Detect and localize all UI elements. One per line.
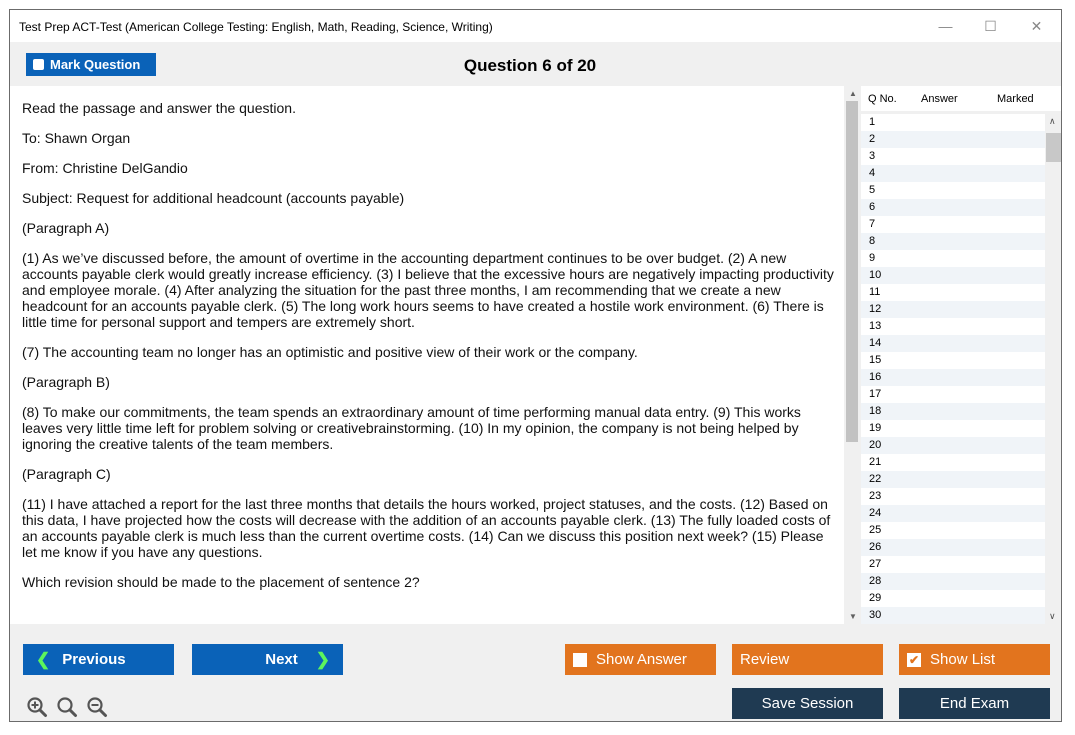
question-list-row[interactable]: 14 (861, 335, 1045, 352)
next-label: Next (265, 651, 298, 668)
question-list-row[interactable]: 4 (861, 165, 1045, 182)
passage-text (10, 86, 844, 590)
question-list[interactable] (861, 114, 1045, 624)
question-list-row[interactable]: 12 (861, 301, 1045, 318)
window-title: Test Prep ACT-Test (American College Testing: English, Math, Reading, Science, Writing) (19, 20, 493, 34)
question-list-row[interactable]: 15 (869, 354, 882, 366)
passage-scroll-thumb[interactable] (846, 101, 858, 442)
question-list-row[interactable]: 7 (869, 218, 876, 230)
mark-question-label: Mark Question (50, 57, 141, 72)
previous-button[interactable] (23, 644, 174, 675)
scroll-down-icon[interactable]: ▼ (849, 612, 857, 621)
question-list-row[interactable]: 22 (861, 471, 1045, 488)
question-list-row[interactable]: 13 (869, 320, 882, 332)
question-list-row[interactable]: 5 (869, 184, 876, 196)
show-list-checked-icon: ✔ (908, 652, 920, 667)
show-list-label: Show List (930, 651, 996, 668)
save-session-button[interactable]: Save Session (732, 688, 883, 719)
review-dropdown[interactable] (732, 644, 883, 675)
question-list-row[interactable]: 18 (861, 403, 1045, 420)
maximize-button[interactable]: ☐ (984, 17, 997, 34)
passage-paragraph: Which revision should be made to the placement of sentence 2? (22, 574, 420, 590)
passage-paragraph: (1) As we’ve discussed before, the amount of overtime in the accounting department continues to be over budget. (2) A new accounts payable clerk would greatly increase efficiency. (3) I believe that the excessive hours are negatively impacting productivity and employee morale. (4) After analyzing the situation for the past three months, I am recommending that we create a new headcount for an accounts payable clerk. (5) The long work hours seems to have created a hostile work environment. (6) There is little time for personal support and tempers are extremely short. (22, 250, 834, 330)
zoom-out-icon[interactable] (86, 696, 108, 718)
question-list-row[interactable]: 23 (869, 490, 882, 502)
passage-paragraph: (11) I have attached a report for the last three months that details the hours worked, project statuses, and the costs. (12) Based on this data, I have projected how the costs will decrease with the addition of an accounts payable clerk. (13) The fully loaded costs of an accounts payable clerk is much less than the current overtime costs. (14) Can we discuss this position next week? (15) Please let me know if you have any questions. (22, 496, 831, 560)
minimize-button[interactable]: — (938, 18, 953, 34)
chevron-right-icon: ❯ (315, 649, 330, 669)
question-list-header (861, 86, 1062, 111)
passage-scrollbar[interactable] (844, 86, 861, 624)
passage-paragraph: (8) To make our commitments, the team spends an extraordinary amount of time performing manual data entry. (9) This works leaves very little time left for problem solving or creativebrainstorming. (10) In my opinion, the company is not being helped by ignoring the creative talents of the team members. (22, 404, 801, 452)
passage-paragraph: (7) The accounting team no longer has an optimistic and positive view of their work or the company. (22, 344, 638, 360)
list-scroll-up-icon[interactable]: ∧ (1049, 116, 1056, 126)
previous-label: Previous (62, 651, 126, 668)
passage-paragraph: Read the passage and answer the question. (22, 100, 296, 116)
mark-checkbox-icon (33, 59, 44, 70)
question-list-row[interactable]: 9 (869, 252, 876, 264)
passage-paragraph: (Paragraph B) (22, 374, 110, 390)
show-answer-checkbox-icon (573, 653, 587, 667)
show-list-button[interactable] (899, 644, 1050, 675)
question-list-row[interactable]: 1 (869, 116, 876, 128)
end-exam-button[interactable]: End Exam (899, 688, 1050, 719)
scroll-up-icon[interactable]: ▲ (849, 89, 857, 98)
question-list-row[interactable]: 24 (861, 505, 1045, 522)
question-list-row[interactable]: 21 (869, 456, 882, 468)
answer-column-header[interactable]: Answer (921, 93, 958, 105)
question-list-scrollbar[interactable] (1045, 114, 1062, 624)
question-list-row[interactable]: 26 (861, 539, 1045, 556)
question-list-row[interactable]: 3 (869, 150, 876, 162)
chevron-left-icon: ❮ (36, 649, 51, 669)
zoom-reset-icon[interactable] (56, 696, 78, 718)
show-answer-button[interactable] (565, 644, 716, 675)
question-list-row[interactable]: 6 (861, 199, 1045, 216)
passage-paragraph: Subject: Request for additional headcount (accounts payable) (22, 190, 405, 206)
app-window (9, 9, 1062, 722)
footer-toolbar (10, 624, 1061, 721)
question-list-row[interactable]: 30 (861, 607, 1045, 624)
qno-column-header[interactable]: Q No. (868, 93, 897, 105)
passage-paragraph: (Paragraph A) (22, 220, 110, 236)
review-label: Review (740, 651, 790, 668)
close-button[interactable]: ✕ (1030, 17, 1043, 34)
question-list-row[interactable]: 11 (869, 286, 881, 298)
question-list-row[interactable]: 19 (869, 422, 882, 434)
show-answer-label: Show Answer (596, 651, 687, 668)
passage-panel[interactable] (10, 86, 844, 624)
question-list-row[interactable]: 27 (869, 558, 882, 570)
question-list-row[interactable]: 17 (869, 388, 882, 400)
list-scroll-down-icon[interactable]: ∨ (1049, 611, 1056, 621)
passage-paragraph: From: Christine DelGandio (22, 160, 188, 176)
question-title: Question 6 of 20 (463, 56, 597, 75)
question-list-row[interactable]: 2 (861, 131, 1045, 148)
passage-paragraph: (Paragraph C) (22, 466, 111, 482)
question-list-panel (861, 86, 1062, 624)
mark-question-button[interactable] (26, 53, 156, 76)
question-list-row[interactable]: 10 (861, 267, 1045, 284)
zoom-in-icon[interactable] (26, 696, 48, 718)
question-list-row[interactable]: 20 (861, 437, 1045, 454)
marked-column-header[interactable]: Marked (997, 93, 1034, 105)
question-header (10, 42, 1061, 86)
question-list-row[interactable]: 29 (869, 592, 882, 604)
next-button[interactable] (192, 644, 343, 675)
title-bar (10, 10, 1061, 42)
question-list-row[interactable]: 16 (861, 369, 1045, 386)
question-list-row[interactable]: 8 (861, 233, 1045, 250)
question-list-row[interactable]: 28 (861, 573, 1045, 590)
list-scroll-thumb[interactable] (1046, 133, 1061, 162)
passage-paragraph: To: Shawn Organ (22, 130, 131, 146)
question-list-row[interactable]: 25 (869, 524, 882, 536)
